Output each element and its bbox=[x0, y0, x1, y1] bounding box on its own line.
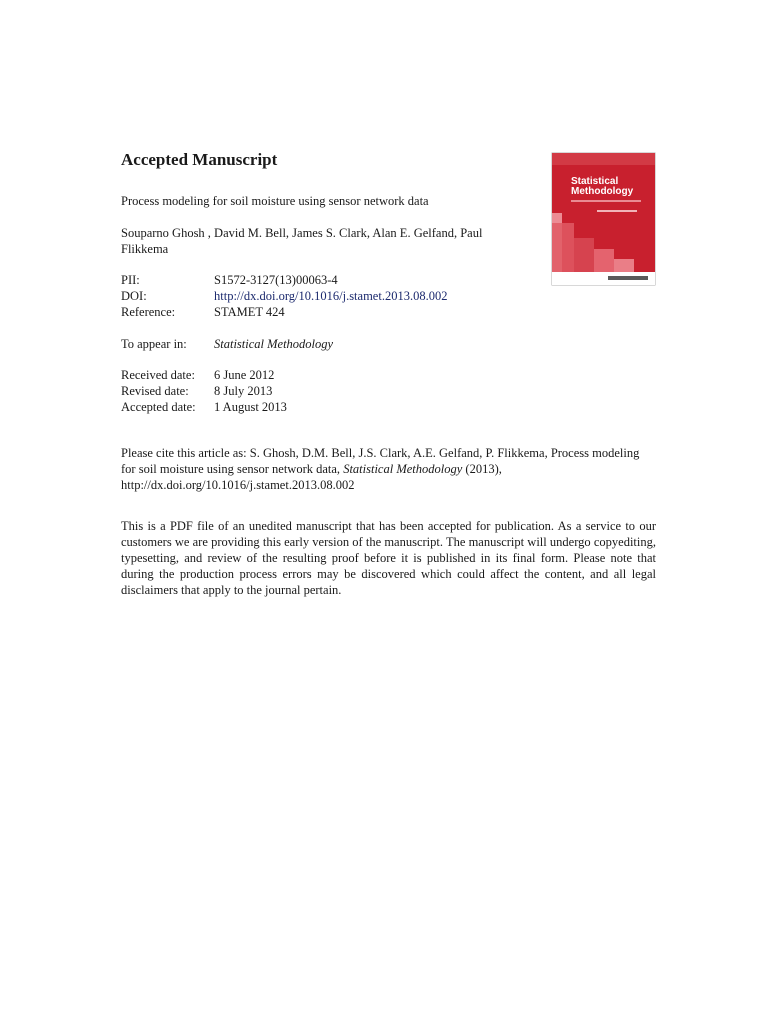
citation-paragraph bbox=[121, 445, 651, 493]
citation-journal: Statistical Methodology bbox=[343, 462, 463, 476]
received-value: 6 June 2012 bbox=[214, 368, 275, 382]
accepted-value: 1 August 2013 bbox=[214, 400, 287, 414]
cover-subtitle-line bbox=[571, 200, 641, 202]
disclaimer-paragraph: This is a PDF file of an unedited manuscript that has been accepted for publication. As a service to our customers we are providing this early version of the manuscript. The manuscript will undergo copyediting, typesetting, and review of the resulting proof before it is published in its final form. Please note that during the production process errors may be discovered which could affect the content, and all legal disclaimers that apply to the journal pertain. bbox=[121, 519, 656, 597]
journal-name: Statistical Methodology bbox=[214, 337, 334, 351]
doi-label: DOI: bbox=[121, 289, 147, 303]
revised-row bbox=[121, 383, 287, 399]
citation-suffix: (2013), http://dx.doi.org/10.1016/j.stamet.2013.08.002 bbox=[121, 462, 502, 492]
revised-label: Revised date: bbox=[121, 384, 189, 398]
page-heading: Accepted Manuscript bbox=[121, 150, 278, 169]
pii-row bbox=[121, 272, 447, 288]
received-row bbox=[121, 367, 287, 383]
revised-value: 8 July 2013 bbox=[214, 384, 273, 398]
cover-top-strip bbox=[552, 153, 655, 165]
reference-label: Reference: bbox=[121, 305, 176, 319]
article-title: Process modeling for soil moisture using sensor network data bbox=[121, 194, 429, 208]
cover-publisher-logo bbox=[608, 276, 648, 280]
doi-link[interactable]: http://dx.doi.org/10.1016/j.stamet.2013.08.002 bbox=[214, 289, 448, 303]
accepted-label: Accepted date: bbox=[121, 400, 196, 414]
journal-cover-image bbox=[552, 153, 655, 285]
appear-in-row bbox=[121, 336, 333, 352]
cover-journal-title: Statistical Methodology bbox=[571, 176, 634, 197]
appear-in-label: To appear in: bbox=[121, 337, 187, 351]
appear-in-block bbox=[121, 336, 333, 352]
identifier-block bbox=[121, 272, 447, 320]
dates-block bbox=[121, 367, 287, 415]
cover-editor-line bbox=[597, 210, 637, 212]
pii-value: S1572-3127(13)00063-4 bbox=[214, 273, 338, 287]
reference-value: STAMET 424 bbox=[214, 305, 285, 319]
reference-row bbox=[121, 304, 447, 320]
author-list: Souparno Ghosh , David M. Bell, James S. Clark, Alan E. Gelfand, Paul Flikkema bbox=[121, 226, 483, 256]
pii-label: PII: bbox=[121, 273, 140, 287]
accepted-row bbox=[121, 399, 287, 415]
citation-prefix: Please cite this article as: S. Ghosh, D.M. Bell, J.S. Clark, A.E. Gelfand, P. Flikkema, Process modeling for soil moisture using sensor network data, bbox=[121, 446, 640, 476]
received-label: Received date: bbox=[121, 368, 195, 382]
doi-row bbox=[121, 288, 447, 304]
